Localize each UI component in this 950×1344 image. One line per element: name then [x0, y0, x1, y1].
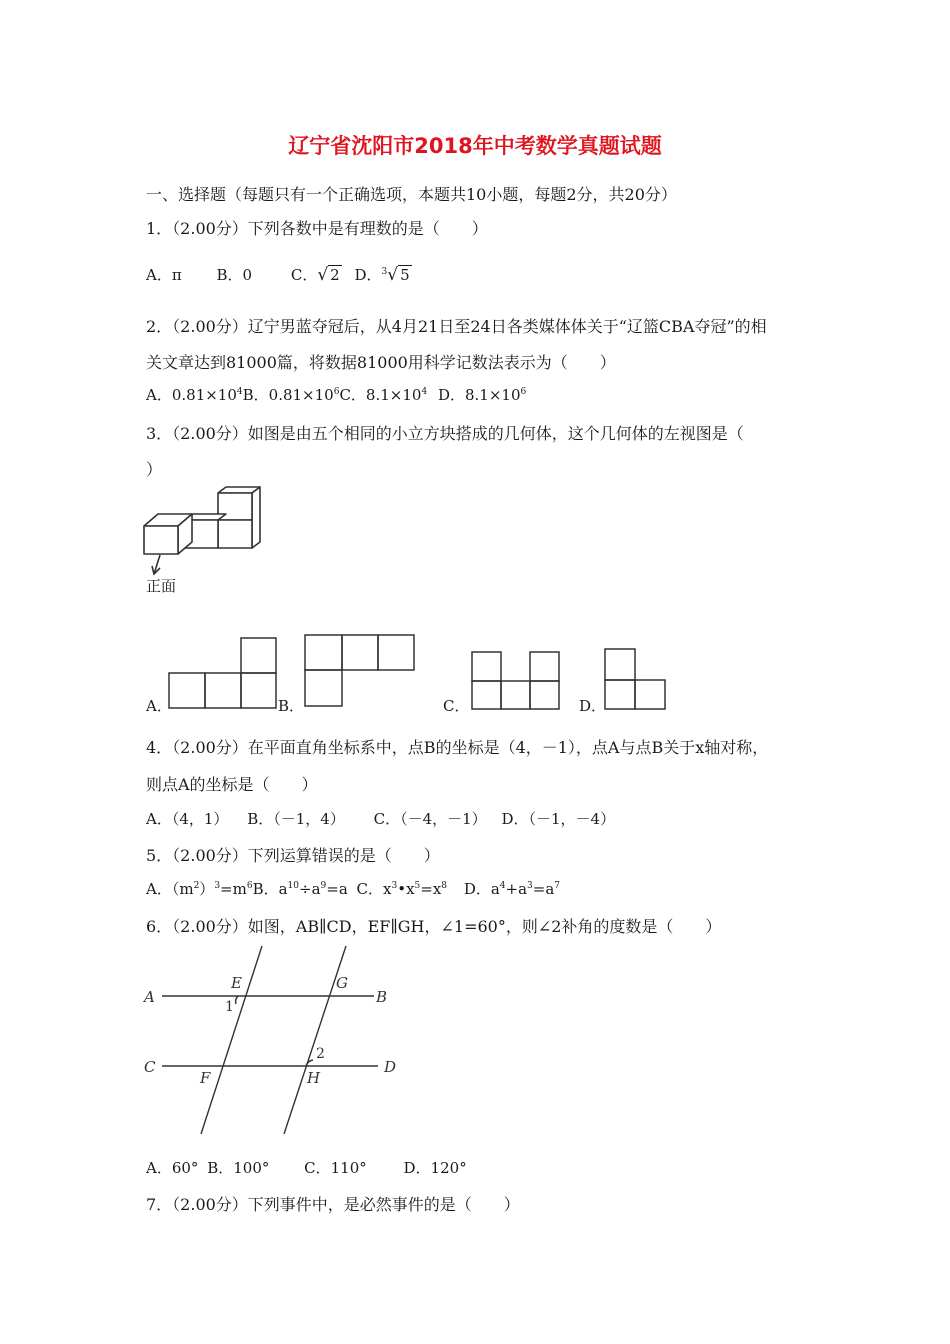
q5-options [146, 878, 560, 899]
q4-options [146, 808, 615, 829]
q6-options [146, 1157, 467, 1178]
parallel-lines-figure [140, 940, 410, 1140]
q6-option-b: B．100° [207, 1159, 270, 1177]
q2-option-b: B．$0.81\times 10^6$ [242, 386, 340, 404]
q1-option-d: D．$^3$√ 5 [354, 265, 410, 285]
q4-option-a: A．（4，1） [146, 810, 229, 828]
q7-stem: 7．（2.00分）下列事件中，是必然事件的是（ ） [146, 1195, 520, 1214]
page-title: 辽宁省沈阳市2018年中考数学真题试题 [288, 134, 662, 158]
q2-option-c: C．$8.1\times 10^4$ [339, 386, 428, 404]
q2-stem-line1: 2．（2.00分）辽宁男蓝夺冠后，从4月21日至24日各类媒体体关于“辽篮CBA夺冠”的相 [146, 317, 767, 336]
q3-stem-line1: 3．（2.00分）如图是由五个相同的小立方块搭成的几何体，这个几何体的左视图是（ [146, 424, 744, 443]
q1-option-b: B．0 [216, 266, 253, 284]
q5-option-c: C．$x^3•x^5=x^8$ [356, 880, 448, 898]
label-E: E [231, 974, 242, 992]
sqrt-radicand: 2 [330, 266, 340, 284]
q6-option-a: A．60° [146, 1159, 199, 1177]
q5-option-d: D．$a^4+a^3=a^7$ [463, 880, 561, 898]
label-B: B [376, 988, 388, 1006]
q3-option-c-figure [470, 650, 562, 712]
q2-stem-line2: 关文章达到81000篇，将数据81000用科学记数法表示为（ ） [146, 353, 616, 372]
q4-stem-line2: 则点A的坐标是（ ） [146, 775, 318, 794]
q3-option-d-figure [603, 647, 669, 712]
label-D: D [384, 1058, 397, 1076]
q6-option-d: D．120° [403, 1159, 467, 1177]
label-A: A [144, 988, 155, 1006]
angle-2-label: 2 [316, 1046, 325, 1062]
label-F: F [200, 1069, 211, 1087]
q6-option-c: C．110° [304, 1159, 367, 1177]
cbrt-radicand: 5 [400, 266, 410, 284]
q5-stem: 5．（2.00分）下列运算错误的是（ ） [146, 846, 440, 865]
label-G: G [336, 974, 348, 992]
label-C: C [144, 1058, 156, 1076]
q1-options [146, 264, 412, 285]
q2-options [146, 384, 526, 405]
q4-option-b: B．（－1，4） [247, 810, 345, 828]
q3-option-b-label: B． [278, 697, 305, 715]
q4-option-c: C．（－4，－1） [373, 810, 487, 828]
q1-option-c: C．√ 2 [290, 265, 340, 285]
q3-option-a-label: A． [146, 697, 172, 715]
q5-option-a: A．$(m^2)^3=m^6$ [146, 880, 253, 898]
q2-option-a: A．$0.81\times 10^4$ [146, 386, 243, 404]
q5-option-b: B．$a^{10}\div a^9=a$ [252, 880, 348, 898]
label-H: H [307, 1069, 321, 1087]
q1-stem: 1．（2.00分）下列各数中是有理数的是（ ） [146, 219, 488, 238]
q2-option-d: D．$8.1\times 10^6$ [437, 386, 527, 404]
q4-stem-line1: 4．（2.00分）在平面直角坐标系中，点B的坐标是（4，－1），点A与点B关于x轴对称， [146, 738, 769, 757]
q3-option-c-label: C． [443, 697, 470, 715]
front-label: 正面 [146, 577, 177, 595]
q3-option-d-label: D． [579, 697, 607, 715]
section-heading: 一、选择题（每题只有一个正确选项，本题共10小题，每题2分，共20分） [146, 185, 677, 204]
q1-option-a: A．π [146, 266, 182, 284]
q4-option-d: D．（－1，－4） [501, 810, 616, 828]
q6-stem: 6．（2.00分）如图，AB∥CD，EF∥GH，∠1=60°，则∠2补角的度数是（ ） [146, 917, 722, 936]
q3-option-a-figure [166, 636, 278, 712]
q3-stem-line2: ） [146, 460, 163, 479]
angle-1-label: 1 [225, 999, 234, 1015]
q3-option-b-figure [303, 633, 417, 709]
